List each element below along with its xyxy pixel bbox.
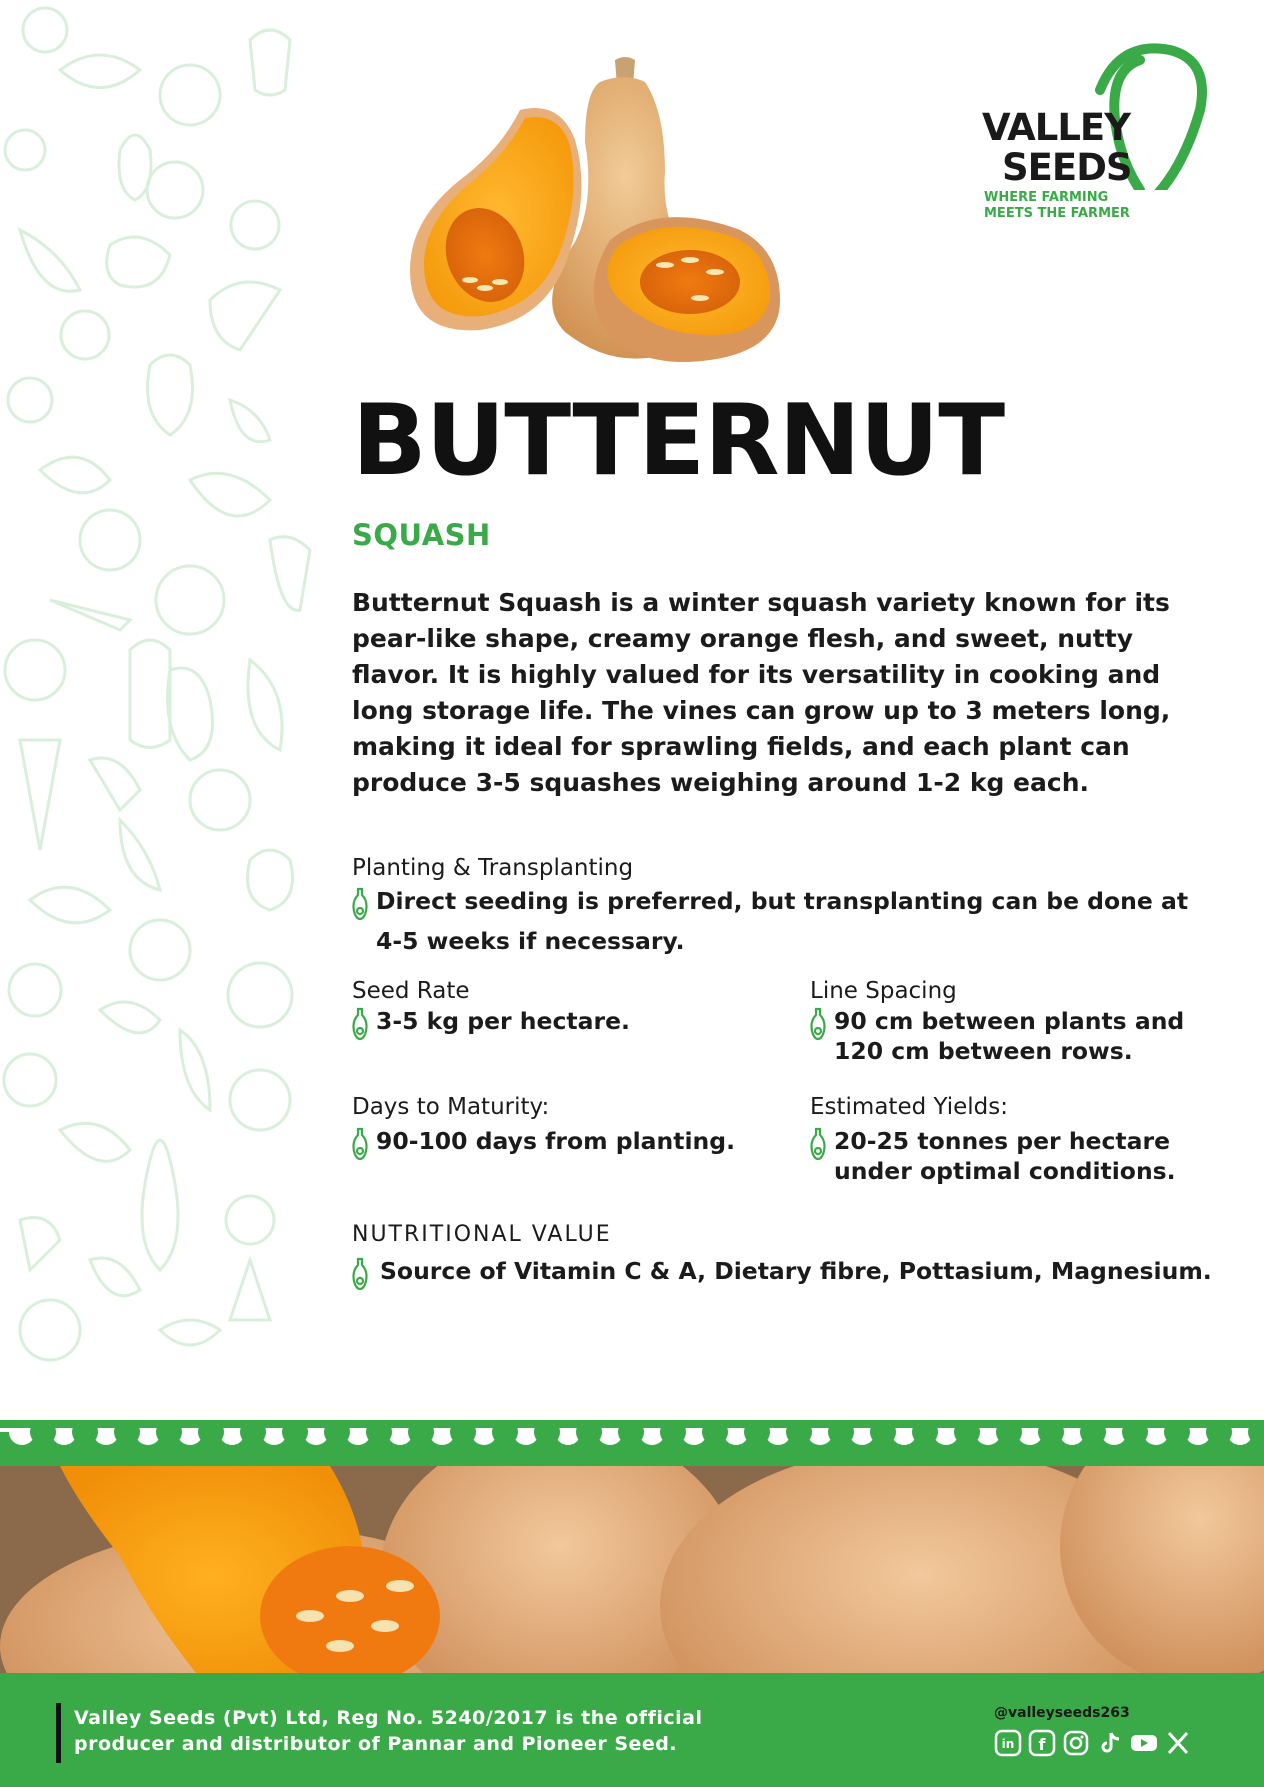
planting-text-line2: 4-5 weeks if necessary. — [376, 927, 685, 955]
tagline-bold-1: FARMING — [1041, 190, 1109, 205]
product-description: Butternut Squash is a winter squash variety known for its pear-like shape, creamy orange flesh, and sweet, nutty flavor. It is highly valued for its versatility in cooking and long storage life. The vines can grow up to 3 meters long, making it ideal for sprawling fields, and each plant can produce 3-5 squashes weighing around 1-2 kg each. — [352, 588, 1171, 797]
squash-bullet-icon — [348, 886, 372, 922]
tiktok-icon[interactable] — [1096, 1729, 1124, 1757]
footer-accent-bar — [56, 1703, 61, 1763]
nutrition-bullet — [348, 1256, 1212, 1292]
footer — [0, 1673, 1264, 1787]
footer-legal-line1: Valley Seeds (Pvt) Ltd, Reg No. 5240/2017 is the official — [74, 1707, 703, 1729]
svg-text:in: in — [1001, 1737, 1015, 1751]
seed-rate-text: 3-5 kg per hectare. — [376, 1007, 630, 1035]
maturity-text: 90-100 days from planting. — [376, 1127, 735, 1155]
product-title: BUTTERNUT — [352, 384, 1005, 498]
brand-name-line1: VALLEY — [982, 106, 1130, 149]
squash-photo-strip — [0, 1466, 1264, 1678]
planting-text-line1: Direct seeding is preferred, but transplanting can be done at — [376, 887, 1189, 915]
squash-bullet-icon — [806, 1006, 830, 1042]
yields-text-line2: under optimal conditions. — [834, 1157, 1176, 1185]
nutrition-text: Source of Vitamin C & A, Dietary fibre, Pottasium, Magnesium. — [380, 1257, 1212, 1285]
linkedin-icon[interactable] — [994, 1729, 1022, 1757]
tagline-bold-2: FARMER — [1070, 206, 1130, 221]
maturity-bullet — [348, 1126, 735, 1162]
squash-bullet-icon — [348, 1126, 372, 1162]
seed-rate-bullet — [348, 1006, 630, 1042]
maturity-heading: Days to Maturity: — [352, 1094, 550, 1120]
seed-rate-heading: Seed Rate — [352, 978, 470, 1004]
hero-butternut-image — [400, 50, 820, 370]
yields-text-line1: 20-25 tonnes per hectare — [834, 1127, 1171, 1155]
line-spacing-text-line1: 90 cm between plants and — [834, 1007, 1185, 1035]
planting-heading: Planting & Transplanting — [352, 855, 634, 881]
line-spacing-heading: Line Spacing — [810, 978, 957, 1004]
line-spacing-bullet — [806, 1006, 1184, 1066]
tagline-text-1: WHERE — [984, 190, 1042, 205]
x-icon[interactable] — [1164, 1729, 1192, 1757]
svg-text:f: f — [1038, 1735, 1046, 1754]
brand-tagline — [984, 190, 1130, 222]
nutrition-heading: NUTRITIONAL VALUE — [352, 1222, 612, 1247]
valley-seeds-logo — [980, 30, 1230, 230]
planting-bullet — [348, 886, 1228, 956]
youtube-icon[interactable] — [1130, 1729, 1158, 1757]
scalloped-green-band — [0, 1390, 1264, 1470]
footer-legal-text — [74, 1705, 834, 1757]
yields-bullet — [806, 1126, 1176, 1186]
instagram-icon[interactable] — [1062, 1729, 1090, 1757]
social-handle[interactable]: @valleyseeds263 — [994, 1705, 1130, 1721]
tagline-text-2: MEETS THE — [984, 206, 1071, 221]
product-subtitle: SQUASH — [352, 518, 491, 552]
facebook-icon[interactable] — [1028, 1729, 1056, 1757]
yields-heading: Estimated Yields: — [810, 1094, 1008, 1120]
squash-bullet-icon — [348, 1256, 372, 1292]
squash-bullet-icon — [348, 1006, 372, 1042]
vegetable-pattern-background — [0, 0, 330, 1400]
social-icons — [994, 1729, 1192, 1757]
brand-name-line2: SEEDS — [1002, 146, 1132, 189]
line-spacing-text-line2: 120 cm between rows. — [834, 1037, 1133, 1065]
footer-legal-line2: producer and distributor of Pannar and Pioneer Seed. — [74, 1733, 678, 1755]
squash-bullet-icon — [806, 1126, 830, 1162]
